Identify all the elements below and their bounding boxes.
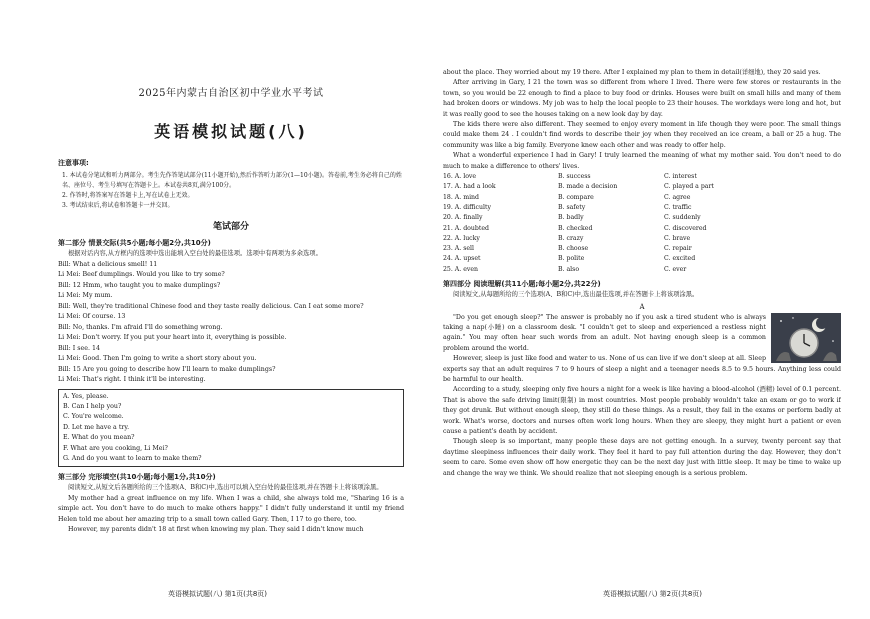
dialogue	[58, 260, 404, 386]
option-row	[443, 265, 841, 275]
cloze-paragraph: My mother had a great influence on my life. When I was a child, she always told me, "Sharing 16 is a simple act. You don't have to do much to make others happy." I didn't fully understand it until my friend Helen told me about her amazing trip to a small town called Gary. Then, I 17 to go there, too.	[58, 494, 404, 523]
option-a: 22. A. lucky	[443, 234, 480, 242]
option-b: B. also	[558, 265, 580, 273]
dialogue-line: Bill: 15 Are you going to describe how I'll learn to make dumplings?	[58, 365, 276, 373]
option-b: B. checked	[558, 224, 593, 232]
dialogue-line: Li Mei: Don't worry. If you put your heart into it, everything is possible.	[58, 334, 287, 341]
part4-instructions: 阅读短文,从每题所给的三个选项(A、B和C)中,选出最佳选项,并在答题卡上将该项涂黑。	[453, 291, 699, 299]
part2-instructions: 根据对话内容,从方框内的选项中选出能填入空白处的最佳选项。选项中有两项为多余选项。	[68, 250, 322, 257]
dialogue-line: Li Mei: My mum.	[58, 292, 113, 299]
option-c: C. ever	[664, 265, 687, 273]
page-2-content	[443, 68, 841, 578]
box-option: C. You're welcome.	[63, 413, 124, 421]
page-footer: 英语模拟试题(八) 第2页(共8页)	[602, 590, 703, 598]
box-option: E. What do you mean?	[63, 434, 135, 442]
passage-paragraph: "Do you get enough sleep?" The answer is probably no if you ask a tired student who is always taking a nap(小睡) on a classroom desk. "I couldn't get to sleep and experienced a restless night again." You may often hear such words from an adult. Not having enough sleep is a common problem around the world.	[443, 313, 766, 352]
dialogue-line: Li Mei: Beef dumplings. Would you like to try some?	[58, 271, 225, 278]
option-c: C. brave	[664, 234, 691, 242]
option-a: 24. A. upset	[443, 255, 481, 263]
cloze-paragraph: about the place. They worried about my 19 there. After I explained my plan to them in detail(详细地), they 20 said yes.	[443, 69, 821, 76]
option-c: C. suddenly	[664, 214, 701, 222]
option-c: C. discovered	[664, 224, 707, 232]
page-1-content	[58, 76, 404, 576]
dialogue-line: Bill: What a delicious smell! 11	[58, 260, 158, 268]
note-item: 3. 考试结束后,将试卷和答题卡一并交回。	[62, 202, 174, 209]
option-a: 20. A. finally	[443, 214, 483, 222]
dialogue-line: Bill: 12 Hmm, who taught you to make dumplings?	[58, 281, 221, 289]
passage-letter: A	[639, 302, 645, 311]
box-option: A. Yes, please.	[63, 392, 109, 400]
dialogue-line: Bill: No, thanks. I'm afraid I'll do something wrong.	[58, 323, 223, 331]
box-option: B. Can I help you?	[63, 402, 122, 410]
dialogue-line: Bill: Well, they're traditional Chinese food and they taste really delicious. Can I eat some more?	[58, 302, 364, 310]
part3-heading: 第三部分 完形填空(共10小题;每小题1分,共10分)	[58, 473, 216, 482]
option-c: C. interest	[664, 173, 697, 181]
page-footer: 英语模拟试题(八) 第1页(共8页)	[167, 590, 268, 598]
option-c: C. excited	[664, 255, 696, 263]
cloze-paragraph: After arriving in Gary, I 21 the town was so different from where I lived. There were few stores or restaurants in the town, so you would be 22 enough to find a place to buy food or drinks. Houses were built on small hills and many of them had broken doors or windows. My job was to help the local people to 23 their houses. The workdays were long and hot, but it was really good to see the houses taking on a new look day by day.	[443, 79, 841, 118]
option-a: 17. A. had a look	[443, 183, 496, 191]
note-item: 2. 作答时,将答案写在答题卡上,写在试卷上无效。	[62, 192, 194, 199]
options-box	[58, 389, 404, 468]
note-item: 1. 本试卷分笔试和听力两部分。考生先作答笔试部分(11小题开始),然后作答听力部分(1—10小题)。答卷前,考生务必将自己的姓名、座位号、考生号填写在答题卡上。本试卷共8页,满分100分。	[62, 172, 402, 189]
option-row	[443, 193, 841, 203]
option-c: C. traffic	[664, 203, 692, 211]
option-row	[443, 234, 841, 244]
exam-title: 2025年内蒙古自治区初中学业水平考试	[138, 88, 324, 99]
dialogue-line: Bill: I see. 14	[58, 344, 100, 352]
option-a: 19. A. difficulty	[443, 203, 491, 211]
option-b: B. made a decision	[558, 183, 618, 191]
option-a: 18. A. mind	[443, 193, 480, 201]
passage-paragraph: However, sleep is just like food and water to us. None of us can live if we don't sleep at all. Sleep experts say that an adult requires 7 to 9 hours of sleep a night and a teenager needs 8.5 to 9.5 hours. Anything less could be harmful to our health.	[443, 355, 841, 383]
option-a: 25. A. even	[443, 265, 479, 273]
box-option: D. Let me have a try.	[63, 423, 130, 431]
passage-paragraph: According to a study, sleeping only five hours a night for a week is like having a blood-alcohol (酒精) level of 0.1 percent. That is above the safe driving limit(限制) in most countries. Most people probably wouldn't take an exam or go to work if they got drunk. But without enough sleep, they still do these things. As a result, they fail in the exams or perform badly at work. What's worse, doctors and nurses often work long hours. When they are sleepy, they might hurt a patient or even cause a patient's death by accident.	[443, 386, 841, 435]
cloze-paragraph: What a wonderful experience I had in Gary! I truly learned the meaning of what my mother said. You don't need to do much to make a difference to others' lives.	[443, 152, 841, 170]
option-b: B. crazy	[558, 234, 584, 242]
passage-paragraph: Though sleep is so important, many people these days are not getting enough. In a survey, twenty percent say that daytime sleepiness influences their daily work. They feel it hard to pay full attention during the day. However, they don't seem to care. Some even show off how energetic they can be the next day just with little sleep. It may be time to wake up and change the way we think. We should realize that not sleeping enough is a serious problem.	[443, 438, 841, 477]
option-b: B. badly	[558, 214, 584, 222]
dialogue-line: Li Mei: That's right. I think it'll be interesting.	[58, 376, 206, 383]
cloze-options	[443, 172, 841, 275]
option-row	[443, 254, 841, 264]
option-row	[443, 224, 841, 234]
cloze-paragraph: The kids there were also different. They seemed to enjoy every moment in life though they were poor. The small things could make them 24 . I couldn't find words to describe their joy when they received an ice cream, a ball or 25 a hug. The community was like a big family. Everyone knew each other and was ready to offer help.	[443, 121, 841, 149]
option-c: C. repair	[664, 245, 692, 253]
notes-heading: 注意事项:	[58, 159, 89, 167]
option-b: B. polite	[558, 255, 585, 263]
page-2	[435, 0, 870, 619]
part3-instructions: 阅读短文,从短文后各题所给的三个选项(A、B和C)中,选出可以填入空白处的最佳选项,并在答题卡上将该项涂黑。	[68, 484, 383, 492]
cloze-paragraph: However, my parents didn't 18 at first when knowing my plan. They said I didn't know much	[68, 526, 364, 534]
option-row	[443, 244, 841, 254]
option-c: C. agree	[664, 193, 691, 201]
option-b: B. choose	[558, 245, 589, 253]
dialogue-line: Li Mei: Good. Then I'm going to write a short story about you.	[58, 355, 257, 362]
option-b: B. success	[558, 173, 591, 181]
part2-heading: 第二部分 情景交际(共5小题;每小题2分,共10分)	[58, 239, 211, 247]
option-b: B. compare	[558, 193, 594, 201]
dialogue-line: Li Mei: Of course. 13	[58, 313, 126, 320]
option-row	[443, 172, 841, 182]
option-a: 16. A. love	[443, 173, 477, 181]
option-row	[443, 203, 841, 213]
section-title: 笔试部分	[212, 222, 249, 232]
option-b: B. safety	[558, 203, 586, 211]
part4-heading: 第四部分 阅读理解(共11小题;每小题2分,共22分)	[443, 280, 601, 289]
option-row	[443, 213, 841, 223]
sleep-illustration	[771, 313, 841, 363]
box-option: G. And do you want to learn to make them?	[63, 454, 202, 462]
paper-title: 英语模拟试题(八)	[154, 122, 308, 141]
option-c: C. played a part	[664, 183, 714, 191]
option-row	[443, 182, 841, 192]
option-a: 21. A. doubted	[443, 224, 489, 232]
option-a: 23. A. sell	[443, 245, 475, 253]
box-option: F. What are you cooking, Li Mei?	[63, 444, 168, 452]
moon-clock-illustration-icon	[771, 313, 841, 363]
